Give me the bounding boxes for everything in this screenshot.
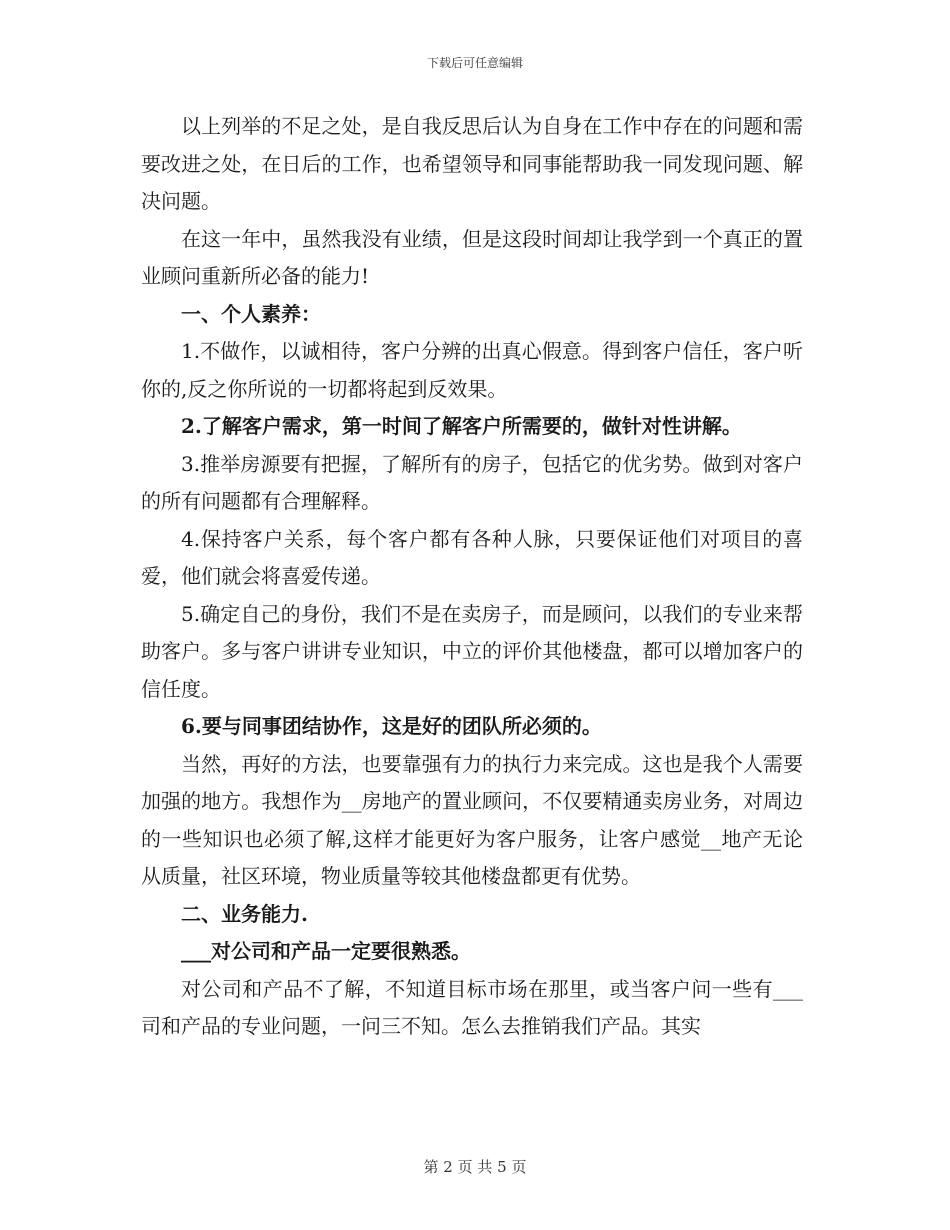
paragraph-1: 以上列举的不足之处，是自我反思后认为自身在工作中存在的问题和需要改进之处，在日后的工作，也希望领导和同事能帮助我一同发现问题、解决问题。 xyxy=(141,114,803,213)
document-body xyxy=(141,108,803,1046)
list-item-4: 4.保持客户关系，每个客户都有各种人脉，只要保证他们对项目的喜爱，他们就会将喜爱传递。 xyxy=(141,526,803,588)
list-item-2: 2.了解客户需求，第一时间了解客户所需要的，做针对性讲解。 xyxy=(181,414,742,438)
subheading-company-product: ___对公司和产品一定要很熟悉。 xyxy=(181,939,471,963)
list-item-3: 3.推举房源要有把握，了解所有的房子，包括它的优劣势。做到对客户的所有问题都有合理解释。 xyxy=(141,451,803,513)
page-header: 下载后可任意编辑 xyxy=(426,56,523,70)
paragraph-company-product: 对公司和产品不了解，不知道目标市场在那里，或当客户问一些有___司和产品的专业问题，一问三不知。怎么去推销我们产品。其实 xyxy=(141,976,803,1038)
heading-personal-quality: 一、个人素养： xyxy=(181,301,321,326)
page-footer: 第 2 页 共 5 页 xyxy=(423,1158,527,1176)
list-item-5: 5.确定自己的身份，我们不是在卖房子，而是顾问，以我们的专业来帮助客户。多与客户讲讲专业知识，中立的评价其他楼盘，都可以增加客户的信任度。 xyxy=(141,601,803,701)
paragraph-execution: 当然，再好的方法，也要靠强有力的执行力来完成。这也是我个人需要加强的地方。我想作为__房地产的置业顾问，不仅要精通卖房业务，对周边的一些知识也必须了解,这样才能更好为客户服务，让客户感觉__地产无论从质量，社区环境，物业质量等较其他楼盘都更有优势。 xyxy=(141,751,803,888)
heading-business-ability: 二、业务能力. xyxy=(181,901,308,926)
paragraph-2: 在这一年中，虽然我没有业绩，但是这段时间却让我学到一个真正的置业顾问重新所必备的能力! xyxy=(141,226,803,288)
list-item-1: 1.不做作，以诚相待，客户分辨的出真心假意。得到客户信任，客户听你的,反之你所说的一切都将起到反效果。 xyxy=(141,339,803,401)
list-item-6: 6.要与同事团结协作，这是好的团队所必须的。 xyxy=(181,714,602,738)
